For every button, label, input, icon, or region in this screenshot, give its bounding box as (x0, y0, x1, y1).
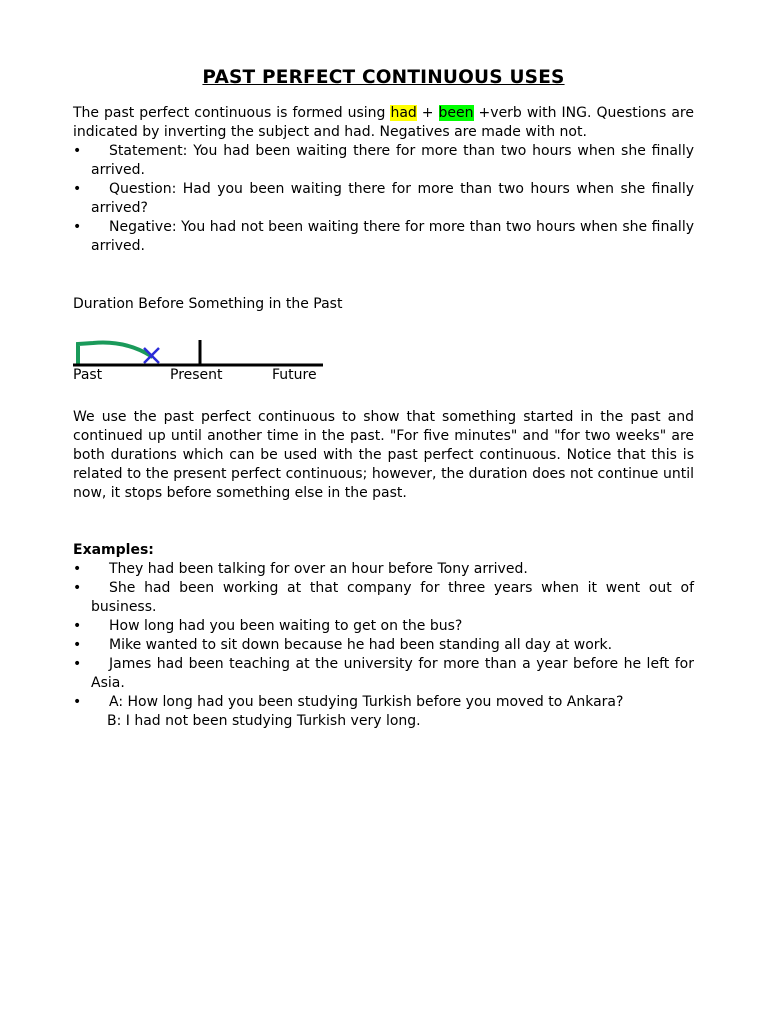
timeline-label-future: Future (272, 367, 317, 383)
intro-paragraph (73, 104, 694, 142)
list-item (73, 636, 694, 655)
intro-text-before: The past perfect continuous is formed using (73, 105, 391, 121)
bullet-icon: • (73, 618, 82, 634)
list-item (73, 693, 694, 731)
list-item (73, 617, 694, 636)
list-item-text: A: How long had you been studying Turkish before you moved to Ankara? (109, 694, 624, 710)
bullet-icon: • (73, 561, 82, 577)
bullet-icon: • (73, 143, 82, 159)
page-title: PAST PERFECT CONTINUOUS USES (202, 67, 565, 88)
list-item (73, 180, 694, 218)
intro-bullet-list (73, 142, 694, 256)
examples-heading: Examples: (73, 542, 154, 558)
intro-plus: + (416, 105, 439, 121)
timeline-label-past: Past (73, 367, 103, 383)
description-paragraph: We use the past perfect continuous to show that something started in the past and continued up until another time in the past. "For five minutes" and "for two weeks" are both durations which can be used with the past perfect continuous. Notice that this is related to the present perfect continuous; however, the duration does not continue until now, it stops before something else in the past. (73, 409, 694, 501)
list-item-text: Statement: You had been waiting there for more than two hours when she finally arrived. (91, 143, 694, 178)
list-item (73, 218, 694, 256)
duration-arc (78, 343, 151, 362)
bullet-icon: • (73, 637, 82, 653)
section-subheading: Duration Before Something in the Past (73, 296, 343, 312)
bullet-icon: • (73, 656, 82, 672)
list-item (73, 560, 694, 579)
highlight-had: had (390, 105, 417, 121)
bullet-icon: • (73, 219, 82, 235)
bullet-icon: • (73, 694, 82, 710)
timeline-graphic (73, 338, 333, 370)
timeline-label-present: Present (170, 367, 223, 383)
examples-bullet-list (73, 560, 694, 731)
timeline-diagram (73, 338, 333, 388)
list-item-text-b: B: I had not been studying Turkish very long. (107, 713, 421, 729)
list-item-text: Question: Had you been waiting there for more than two hours when she finally arrived? (91, 181, 694, 216)
list-item (73, 579, 694, 617)
list-item-text: Mike wanted to sit down because he had been standing all day at work. (109, 637, 613, 653)
list-item-text: How long had you been waiting to get on the bus? (109, 618, 463, 634)
highlight-been: been (438, 105, 474, 121)
document-page (73, 66, 694, 731)
bullet-icon: • (73, 580, 82, 596)
intro-text-after: +verb with ING. Questions are indicated by inverting the subject and had. Negatives are made with not. (73, 105, 694, 140)
list-item-text: James had been teaching at the university for more than a year before he left for Asia. (91, 656, 694, 691)
list-item-text: They had been talking for over an hour before Tony arrived. (109, 561, 528, 577)
list-item-text: Negative: You had not been waiting there for more than two hours when she finally arrived. (91, 219, 694, 254)
list-item (73, 142, 694, 180)
list-item-text: She had been working at that company for three years when it went out of business. (91, 580, 694, 615)
bullet-icon: • (73, 181, 82, 197)
list-item (73, 655, 694, 693)
